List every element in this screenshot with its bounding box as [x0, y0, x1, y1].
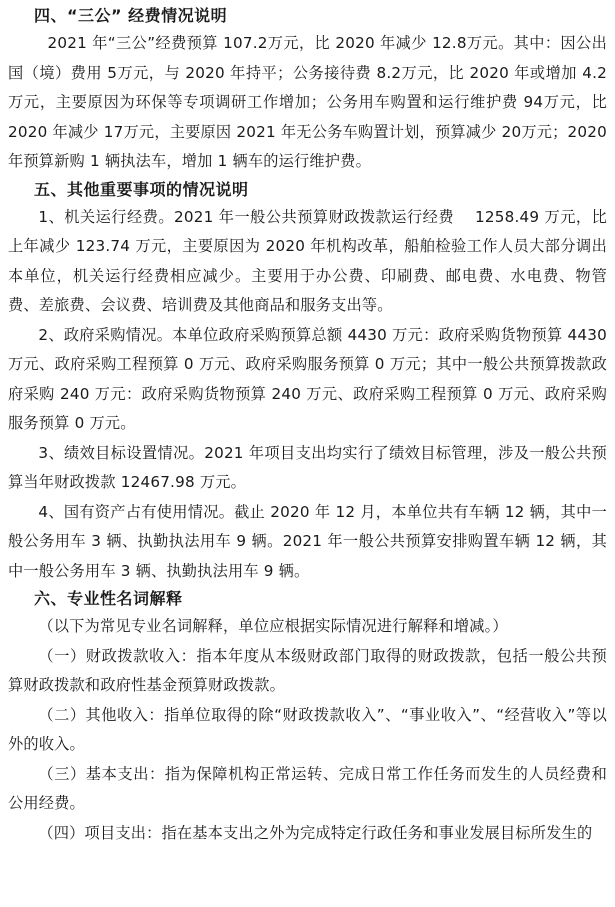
- paragraph: 1、机关运行经费。2021 年一般公共预算财政拨款运行经费 1258.49 万元，比上年减少 123.74 万元，主要原因为 2020 年机构改革，船舶检验工作人员大部分调出本单位，机关运行经费相应减少。主要用于办公费、印刷费、邮电费、水电费、物管费、差旅费、会议费、培训费及其他商品和服务支出等。: [8, 207, 607, 314]
- paragraph: （三）基本支出：指为保障机构正常运转、完成日常工作任务而发生的人员经费和公用经费。: [8, 764, 607, 812]
- paragraph: 4、国有资产占有使用情况。截止 2020 年 12 月，本单位共有车辆 12 辆，其中一般公务用车 3 辆、执勤执法用车 9 辆。2021 年一般公共预算安排购置车辆 12 辆，其中一般公务用车 3 辆、执勤执法用车 9 辆。: [8, 502, 607, 580]
- section-san-gong: [8, 5, 607, 177]
- paragraph: （四）项目支出：指在基本支出之外为完成特定行政任务和事业发展目标所发生的: [38, 823, 593, 842]
- paragraph: 3、绩效目标设置情况。2021 年项目支出均实行了绩效目标管理，涉及一般公共预算当年财政拨款 12467.98 万元。: [8, 443, 607, 491]
- section-other-matters: [8, 179, 607, 587]
- section-heading: 五、其他重要事项的情况说明: [34, 179, 249, 199]
- paragraph: （二）其他收入：指单位取得的除“财政拨款收入”、“事业收入”、“经营收入”等以外的收入。: [8, 705, 607, 753]
- paragraph: 2021 年“三公”经费预算 107.2万元，比 2020 年减少 12.8万元。其中：因公出国（境）费用 5万元，与 2020 年持平；公务接待费 8.2万元，比 2020 年或增加 4.2万元，主要原因为环保等专项调研工作增加；公务用车购置和运行维护费 94万元，比2020 年减少 17万元，主要原因 2021 年无公务车购置计划，预算减少 20万元；2020 年预算新购 1 辆执法车，增加 1 辆车的运行维护费。: [8, 34, 607, 170]
- paragraph: （以下为常见专业名词解释，单位应根据实际情况进行解释和增减。）: [38, 617, 508, 635]
- paragraph: 2、政府采购情况。本单位政府采购预算总额 4430 万元：政府采购货物预算 4430 万元、政府采购工程预算 0 万元、政府采购服务预算 0 万元；其中一般公共预算拨款政府采购 240 万元：政府采购货物预算 240 万元、政府采购工程预算 0 万元、政府采购服务预算 0 万元。: [8, 325, 607, 432]
- section-heading: 四、“三公” 经费情况说明: [34, 6, 228, 25]
- paragraph: （一）财政拨款收入：指本年度从本级财政部门取得的财政拨款，包括一般公共预算财政拨款和政府性基金预算财政拨款。: [8, 646, 607, 694]
- section-glossary: [8, 588, 607, 848]
- section-heading: 六、专业性名词解释: [34, 589, 183, 608]
